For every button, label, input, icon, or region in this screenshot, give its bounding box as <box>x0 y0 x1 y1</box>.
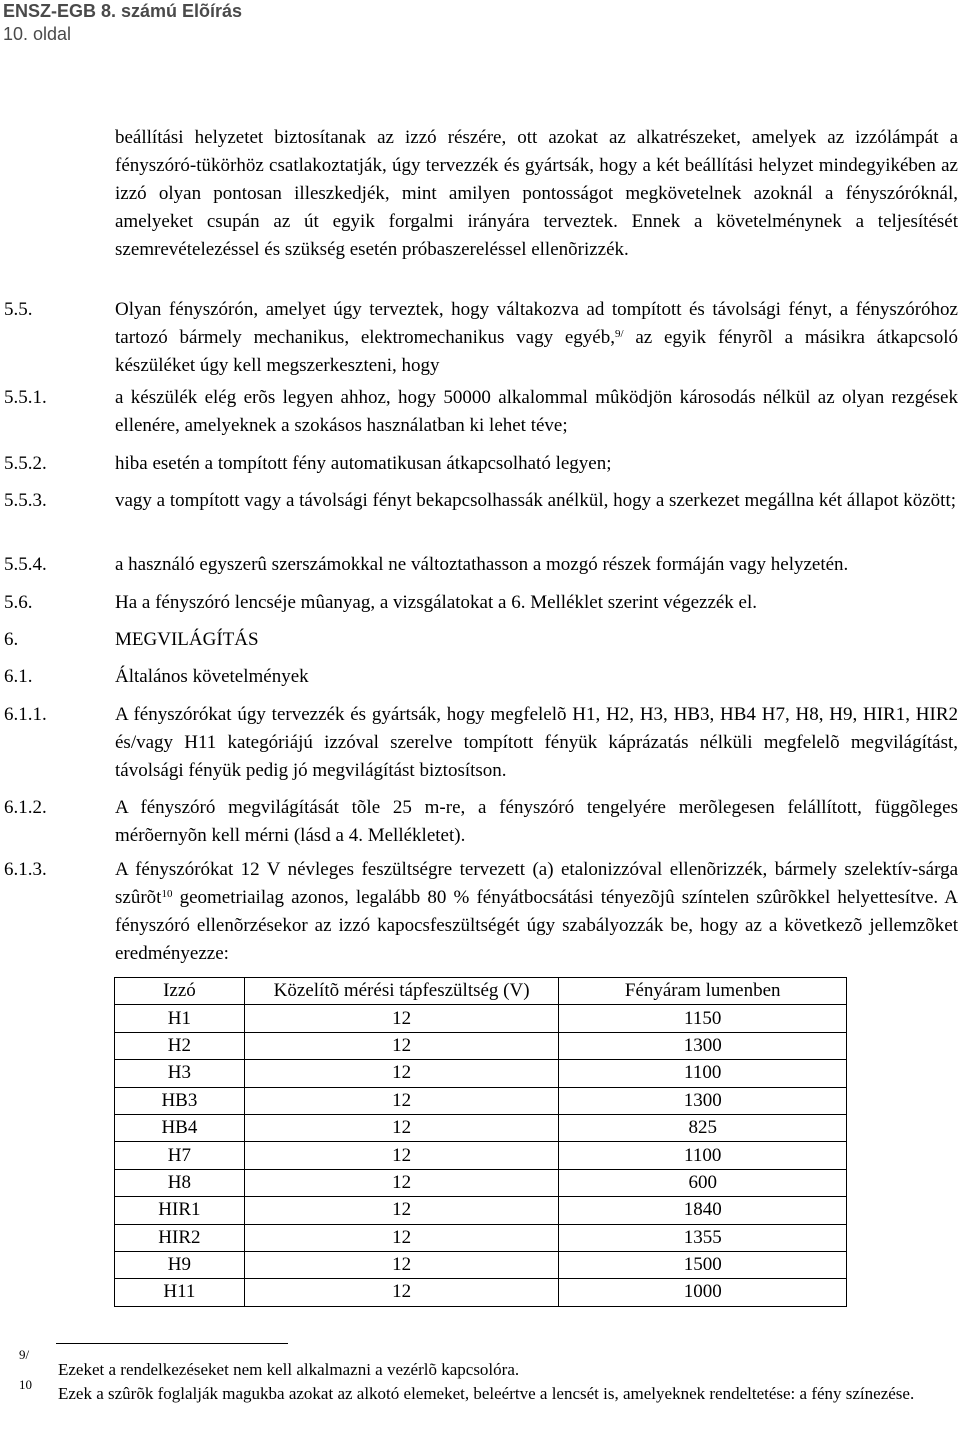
section-number-5-5: 5.5. <box>4 299 33 320</box>
section-number-6-1-2: 6.1.2. <box>4 797 47 818</box>
section-heading-6: MEGVILÁGÍTÁS <box>115 629 259 650</box>
section-number-6-1: 6.1. <box>4 666 33 687</box>
section-number-6-1-1: 6.1.1. <box>4 704 47 725</box>
section-text-5-5-3: vagy a tompított vagy a távolsági fényt bekapcsolhassák anélkül, hogy a szerkezet megállna két állapot között; <box>115 490 957 511</box>
table-cell: 12 <box>244 1279 559 1306</box>
section-text-6-1-2: A fényszóró megvilágítását tõle 25 m-re, a fényszóró tengelyére merõlegesen felállított, függõleges mérõernyõn kell mérni (lásd a 4. Mellékletet). <box>115 797 958 846</box>
section-heading-6-1: Általános követelmények <box>115 666 309 687</box>
table-row <box>115 1279 847 1306</box>
table-cell: HB4 <box>115 1114 245 1141</box>
table-header-cell: Izzó <box>115 978 245 1005</box>
table-cell: H2 <box>115 1032 245 1059</box>
table-row <box>115 1060 847 1087</box>
table-header-row <box>115 978 847 1005</box>
footnote-ref-9: 9/ <box>614 328 624 340</box>
section-text-5-6: Ha a fényszóró lencséje mûanyag, a vizsgálatokat a 6. Melléklet szerint végezzék el. <box>115 592 758 613</box>
table-cell: 600 <box>559 1169 847 1196</box>
table-row <box>115 1087 847 1114</box>
table-cell: 1300 <box>559 1032 847 1059</box>
table-cell: H8 <box>115 1169 245 1196</box>
footnote-ref-10: 10 <box>161 888 173 900</box>
section-number-6-1-3: 6.1.3. <box>4 859 47 880</box>
table-row <box>115 1224 847 1251</box>
table-cell: H1 <box>115 1005 245 1032</box>
table-row <box>115 1114 847 1141</box>
table-row <box>115 1032 847 1059</box>
section-text-6-1-3 <box>115 856 958 968</box>
table-cell: 12 <box>244 1005 559 1032</box>
table-cell: H11 <box>115 1279 245 1306</box>
section-number-5-5-4: 5.5.4. <box>4 554 47 575</box>
section-text-5-5-4: a használó egyszerû szerszámokkal ne változtathasson a mozgó részek formáján vagy helyzetén. <box>115 554 849 575</box>
table-cell: 1100 <box>559 1060 847 1087</box>
section-number-5-5-3: 5.5.3. <box>4 490 47 511</box>
table-cell: HIR1 <box>115 1197 245 1224</box>
table-cell: 12 <box>244 1251 559 1278</box>
footnote-separator <box>56 1343 288 1344</box>
table-cell: 12 <box>244 1087 559 1114</box>
section-text-5-5-part1: Olyan fényszórón, amelyet úgy terveztek, hogy váltakozva ad tompított és távolsági fényt, a fényszóróhoz tartozó bármely mechanikus, elektromechanikus vagy egyéb, <box>115 299 958 348</box>
table-cell: 1000 <box>559 1279 847 1306</box>
document-title: ENSZ-EGB 8. számú Elõírás <box>3 1 243 21</box>
table-cell: H3 <box>115 1060 245 1087</box>
table-cell: 1150 <box>559 1005 847 1032</box>
section-number-5-5-2: 5.5.2. <box>4 453 47 474</box>
table-cell: 12 <box>244 1142 559 1169</box>
table-cell: HB3 <box>115 1087 245 1114</box>
section-text-6-1-3-part2: geometriailag azonos, legalább 80 % fényátbocsátási tényezõjû színtelen szûrõkkel helyettesítve. A fényszóró ellenõrzésekor az izzó kapocsfeszültségét úgy szabályozzák be, hogy az a következõ jellemzõket eredményezze: <box>115 887 958 964</box>
table-header-cell: Fényáram lumenben <box>559 978 847 1005</box>
section-text-5-5-2: hiba esetén a tompított fény automatikusan átkapcsolható legyen; <box>115 453 612 474</box>
table-cell: 1355 <box>559 1224 847 1251</box>
section-text-5-5-1: a készülék elég erõs legyen ahhoz, hogy 50000 alkalommal mûködjön károsodás nélkül az olyan rezgések ellenére, amelyeknek a szokásos használatban ki lehet téve; <box>115 387 958 436</box>
table-cell: H9 <box>115 1251 245 1278</box>
table-row <box>115 1142 847 1169</box>
section-number-5-6: 5.6. <box>4 592 33 613</box>
section-number-6: 6. <box>4 629 19 650</box>
intro-paragraph: beállítási helyzetet biztosítanak az izzó részére, ott azokat az alkatrészeket, amelyek az izzólámpát a fényszóró-tükörhöz csatlakoztatják, úgy tervezzék és gyártsák, hogy a két beállítási helyzet mindegyikében az izzó olyan pontosan illeszkedjék, mint amilyen pontosságot megkövetelnek azoknál a fényszóróknál, amelyeket csupán az út egyik forgalmi irányára terveztek. Ennek a követelménynek a teljesítését szemrevételezéssel és szükség esetén próbaszereléssel ellenõrizzék. <box>115 127 958 260</box>
bulb-data-table <box>114 977 847 1307</box>
table-cell: 12 <box>244 1224 559 1251</box>
table-cell: 12 <box>244 1032 559 1059</box>
table-cell: 825 <box>559 1114 847 1141</box>
footnote-mark-10: 10 <box>19 1377 32 1392</box>
section-number-5-5-1: 5.5.1. <box>4 387 47 408</box>
table-cell: H7 <box>115 1142 245 1169</box>
section-text-5-5 <box>115 296 958 380</box>
table-cell: 12 <box>244 1114 559 1141</box>
table-cell: 1500 <box>559 1251 847 1278</box>
table-cell: 1300 <box>559 1087 847 1114</box>
table-cell: 12 <box>244 1060 559 1087</box>
table-row <box>115 1251 847 1278</box>
table-cell: HIR2 <box>115 1224 245 1251</box>
footnote-mark-9: 9/ <box>19 1347 30 1362</box>
table-row <box>115 1169 847 1196</box>
table-row <box>115 1005 847 1032</box>
section-text-5-5-part2: az egyik fényrõl a másikra átkapcsoló készüléket úgy kell megszerkeszteni, hogy <box>115 327 958 376</box>
table-cell: 1100 <box>559 1142 847 1169</box>
table-cell: 12 <box>244 1197 559 1224</box>
table-header-cell: Közelítõ mérési tápfeszültség (V) <box>244 978 559 1005</box>
footnote-text-9: Ezeket a rendelkezéseket nem kell alkalmazni a vezérlõ kapcsolóra. <box>58 1360 520 1379</box>
table-cell: 1840 <box>559 1197 847 1224</box>
section-text-6-1-1: A fényszórókat úgy tervezzék és gyártsák, hogy megfelelõ H1, H2, H3, HB3, HB4 H7, H8, H9, HIR1, HIR2 és/vagy H11 kategóriájú izzóval szerelve tompított fényük káprázatás nélküli megfelelõ megvilágítást, távolsági fényük pedig jó megvilágítást biztosítson. <box>115 704 958 781</box>
footnote-text-10: Ezek a szûrõk foglalják magukba azokat az alkotó elemeket, beleértve a lencsét is, amelyeknek rendeltetése: a fény színezése. <box>58 1384 915 1403</box>
section-text-6-1-3-part1: A fényszórókat 12 V névleges feszültségre tervezett (a) etalonizzóval ellenõrizzék, bármely szelektív-sárga szûrõt <box>115 859 958 908</box>
table-cell: 12 <box>244 1169 559 1196</box>
page-number: 10. oldal <box>3 24 72 44</box>
table-row <box>115 1197 847 1224</box>
